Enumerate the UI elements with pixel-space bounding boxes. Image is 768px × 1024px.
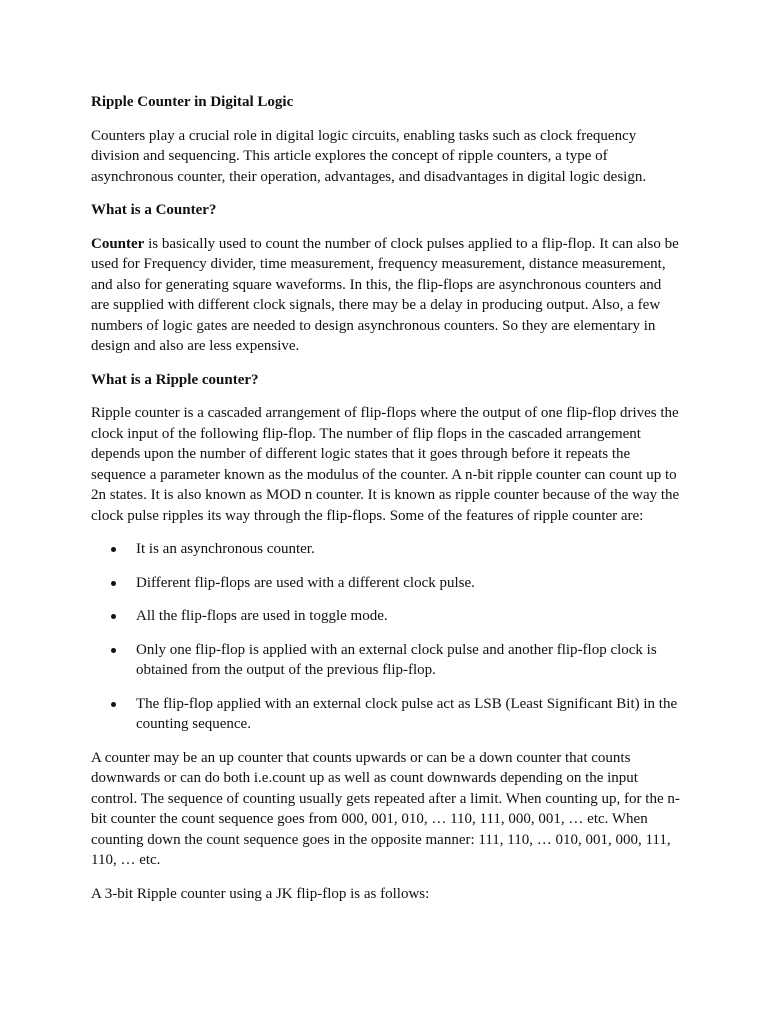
counter-paragraph xyxy=(91,234,683,357)
list-item xyxy=(91,606,683,627)
counting-sequence-paragraph: A counter may be an up counter that counts upwards or can be a down counter that counts downwards or can do both i.e.count up as well as count downwards depending on the input control. The sequence of counting usually gets repeated after a limit. When counting up, for the n-bit counter the count sequence goes from 000, 001, 010, … 110, 111, 000, 001, … etc. When counting down the count sequence goes in the opposite manner: 111, 110, … 010, 001, 000, 111, 110, … etc. xyxy=(91,749,680,868)
closing-paragraph: A 3-bit Ripple counter using a JK flip-flop is as follows: xyxy=(91,885,430,902)
ripple-counter-paragraph: Ripple counter is a cascaded arrangement of flip-flops where the output of one flip-flop drives the clock input of the following flip-flop. The number of flip flops in the cascaded arrangement depends upon the number of different logic states that it goes through before it repeats the sequence a parameter known as the modulus of the counter. A n-bit ripple counter can count up to 2n states. It is also known as MOD n counter. It is known as ripple counter because of the way the clock pulse ripples its way through the flip-flops. Some of the features of ripple counter are: xyxy=(91,405,680,524)
list-item-text: Only one flip-flop is applied with an external clock pulse and another flip-flop clock is obtained from the output of the previous flip-flop. xyxy=(136,641,657,678)
bullet-icon xyxy=(111,547,116,552)
document-title: Ripple Counter in Digital Logic xyxy=(91,94,294,110)
list-item xyxy=(91,694,683,735)
counter-lead-term: Counter xyxy=(91,235,145,252)
list-item-text: It is an asynchronous counter. xyxy=(136,541,315,557)
bullet-icon xyxy=(111,648,116,653)
section-heading-counter: What is a Counter? xyxy=(91,202,217,218)
document-page xyxy=(91,92,683,917)
features-list xyxy=(91,539,683,735)
counter-paragraph-body: is basically used to count the number of clock pulses applied to a flip-flop. It can also be used for Frequency divider, time measurement, frequency measurement, distance measurement, and also for generating square waveforms. In this, the flip-flops are asynchronous counters and are supplied with different clock signals, there may be a delay in producing output. Also, a few numbers of logic gates are needed to design asynchronous counters. So they are elementary in design and also are less expensive. xyxy=(91,235,679,354)
list-item-text: Different flip-flops are used with a different clock pulse. xyxy=(136,574,475,591)
bullet-icon xyxy=(111,702,116,707)
list-item xyxy=(91,539,683,560)
list-item-text: The flip-flop applied with an external clock pulse act as LSB (Least Significant Bit) in the counting sequence. xyxy=(136,695,678,732)
list-item-text: All the flip-flops are used in toggle mode. xyxy=(136,608,388,624)
list-item xyxy=(91,573,683,594)
list-item xyxy=(91,640,683,681)
bullet-icon xyxy=(111,614,116,619)
bullet-icon xyxy=(111,581,116,586)
section-heading-ripple-counter: What is a Ripple counter? xyxy=(91,371,259,388)
intro-paragraph: Counters play a crucial role in digital logic circuits, enabling tasks such as clock frequency division and sequencing. This article explores the concept of ripple counters, a type of asynchronous counter, their operation, advantages, and disadvantages in digital logic design. xyxy=(91,127,647,185)
